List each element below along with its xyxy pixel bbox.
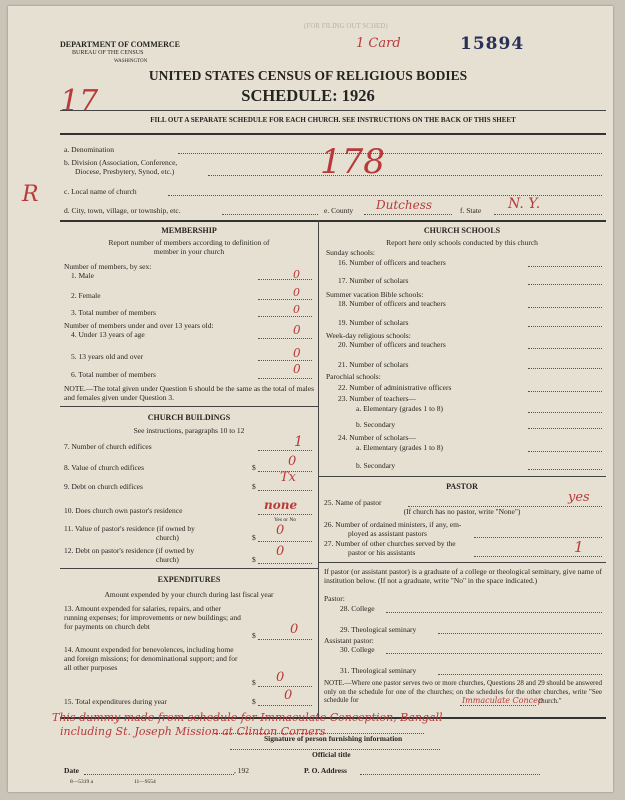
expenditures-sub: Amount expended by your church during last fiscal year — [104, 590, 274, 599]
section-rule — [60, 220, 606, 222]
pastor-note-end: church." — [538, 697, 562, 705]
buildings-sub: See instructions, paragraphs 10 to 12 — [133, 426, 245, 435]
q4-field[interactable] — [258, 338, 312, 339]
q8-dollar: $ — [252, 463, 256, 472]
header-rule — [60, 110, 606, 111]
q27-label-2: pastor or his assistants — [348, 548, 416, 557]
q21-label: 21. Number of scholars — [338, 360, 409, 369]
q6-label: 6. Total number of members — [71, 370, 156, 379]
division-label-2: Diocese, Presbytery, Synod, etc.) — [75, 167, 175, 176]
q4-label: 4. Under 13 years of age — [71, 330, 145, 339]
q25-label: 25. Name of pastor — [324, 498, 382, 507]
denomination-label: a. Denomination — [64, 145, 114, 154]
instruction-rule — [60, 133, 606, 135]
schools-sub: Report here only schools conducted by this church — [386, 238, 538, 247]
parochial-label: Parochial schools: — [326, 372, 381, 381]
q26-label: 26. Number of ordained ministers, if any, em- — [324, 520, 462, 529]
q20-field[interactable] — [528, 348, 602, 349]
q31-field[interactable] — [438, 674, 602, 675]
q2-value: 0 — [293, 286, 300, 299]
q23b-label: b. Secondary — [356, 420, 396, 429]
q28-field[interactable] — [386, 612, 602, 613]
q15-dollar: $ — [252, 697, 256, 706]
q12-label-2: church) — [156, 555, 179, 564]
po-address-field[interactable] — [360, 774, 540, 775]
q27-value: 1 — [574, 538, 584, 556]
q24a-field[interactable] — [528, 451, 602, 452]
bureau-label: BUREAU OF THE CENSUS — [72, 50, 144, 56]
handwritten-county: Dutchess — [376, 198, 433, 212]
q15-value: 0 — [284, 688, 293, 703]
q23b-field[interactable] — [528, 428, 602, 429]
assistant-sublabel: Assistant pastor: — [324, 636, 374, 645]
buildings-heading: CHURCH BUILDINGS — [147, 413, 231, 422]
membership-sub-2: member in your church — [153, 247, 225, 256]
schedule-title: SCHEDULE: 1926 — [241, 86, 375, 105]
summer-label: Summer vacation Bible schools: — [326, 290, 424, 299]
q25-value: yes — [568, 490, 590, 505]
card-note: 1 Card — [356, 36, 401, 51]
margin-number: 17 — [60, 84, 99, 119]
q13-value: 0 — [290, 622, 299, 637]
state-label: f. State — [460, 206, 482, 215]
sunday-label: Sunday schools: — [326, 248, 375, 257]
column-divider — [318, 220, 319, 717]
q20-label: 20. Number of officers and teachers — [338, 340, 446, 349]
city-town-field[interactable] — [222, 214, 318, 215]
q27-label: 27. Number of other churches served by the — [324, 539, 456, 548]
city-town-label: d. City, town, village, or township, etc. — [64, 206, 181, 215]
membership-rule — [60, 406, 318, 407]
q15-field[interactable] — [258, 705, 312, 706]
division-field[interactable] — [208, 175, 602, 176]
local-name-label: c. Local name of church — [64, 187, 137, 196]
date-field[interactable] — [84, 774, 234, 775]
state-field[interactable] — [494, 214, 602, 215]
buildings-rule — [60, 568, 318, 569]
q3-field[interactable] — [258, 316, 312, 317]
q5-label: 5. 13 years old and over — [71, 352, 144, 361]
faded-top-text: (FOR FILING OUT SCHED) — [304, 22, 388, 30]
q14-label: 14. Amount expended for benevolences, including home and foreign missions; for denominational support; and for all other purposes — [64, 645, 238, 672]
q29-label: 29. Theological seminary — [340, 625, 417, 634]
margin-letter: R — [22, 182, 39, 207]
q13-label: 13. Amount expended for salaries, repairs, and other running expenses; for improvements or new buildings; and for payments on church debt — [64, 604, 241, 631]
q24-label: 24. Number of scholars— — [338, 433, 416, 442]
q22-label: 22. Number of administrative officers — [338, 383, 452, 392]
division-label: b. Division (Association, Conference, — [64, 158, 178, 167]
q4-value: 0 — [293, 323, 301, 337]
q12-value: 0 — [276, 544, 285, 559]
form-number: 8—5319 a — [70, 779, 94, 785]
q11-field[interactable] — [258, 541, 312, 542]
q5-value: 0 — [293, 346, 301, 360]
q16-field[interactable] — [528, 266, 602, 267]
q9-dollar: $ — [252, 482, 256, 491]
date-label: Date — [64, 766, 79, 775]
q26-label-2: ployed as assistant pastors — [348, 529, 427, 538]
q12-label: 12. Debt on pastor's residence (if owned by — [64, 546, 195, 555]
see-schedule-field[interactable] — [460, 705, 536, 706]
instruction-line: FILL OUT A SEPARATE SCHEDULE FOR EACH CHURCH. SEE INSTRUCTIONS ON THE BACK OF THIS SHEET — [150, 116, 516, 124]
q25-note: (If church has no pastor, write "None") — [403, 507, 521, 516]
year-label: , 192 — [234, 766, 249, 775]
q23-label: 23. Number of teachers— — [338, 394, 416, 403]
q19-label: 19. Number of scholars — [338, 318, 409, 327]
q2-label: 2. Female — [71, 291, 101, 300]
q13-field[interactable] — [258, 639, 312, 640]
q12-dollar: $ — [252, 555, 256, 564]
pastor-rule — [318, 562, 606, 563]
q14-value: 0 — [276, 670, 285, 685]
county-label: e. County — [324, 206, 354, 215]
q7-value: 1 — [294, 434, 303, 450]
see-schedule-value: Immaculate Concep — [462, 696, 543, 705]
q22-field[interactable] — [528, 391, 602, 392]
under-over-label: Number of members under and over 13 years old: — [64, 321, 214, 330]
q1-field[interactable] — [258, 279, 312, 280]
q11-label-2: church) — [156, 533, 179, 542]
q24b-label: b. Secondary — [356, 461, 396, 470]
membership-note: NOTE.—The total given under Question 6 should be the same as the total of males and females given under Question 3. — [64, 384, 314, 402]
q11-dollar: $ — [252, 533, 256, 542]
q3-label: 3. Total number of members — [71, 308, 156, 317]
q30-field[interactable] — [386, 653, 602, 654]
q27-field[interactable] — [474, 556, 602, 557]
q1-label: 1. Male — [71, 271, 94, 280]
department-label: DEPARTMENT OF COMMERCE — [60, 40, 181, 49]
county-field[interactable] — [364, 214, 452, 215]
q14-dollar: $ — [252, 678, 256, 687]
q8-value: 0 — [288, 454, 297, 469]
city-label: WASHINGTON — [114, 59, 148, 64]
pastor-note: NOTE.—Where one pastor serves two or more churches, Questions 28 and 29 should be answered only on the schedule for one of the churches; on the schedules for the other churches, write "See schedule for — [324, 679, 602, 704]
q7-field[interactable] — [258, 450, 312, 451]
schools-heading: CHURCH SCHOOLS — [423, 226, 501, 235]
q21-field[interactable] — [528, 368, 602, 369]
by-sex-label: Number of members, by sex: — [64, 262, 152, 271]
pastor-sublabel: Pastor: — [324, 594, 345, 603]
q5-field[interactable] — [258, 360, 312, 361]
q10-value: none — [264, 498, 298, 512]
q24a-label: a. Elementary (grades 1 to 8) — [356, 443, 444, 452]
weekday-label: Week-day religious schools: — [326, 331, 411, 340]
denomination-field[interactable] — [178, 153, 602, 154]
yes-no-hint: Yes or No — [274, 517, 297, 523]
schools-rule — [318, 476, 606, 477]
q8-label: 8. Value of church edifices — [64, 463, 145, 472]
q15-label: 15. Total expenditures during year — [64, 697, 167, 706]
expenditures-heading: EXPENDITURES — [157, 575, 221, 584]
q1-value: 0 — [293, 268, 300, 281]
q6-field[interactable] — [258, 378, 312, 379]
q24b-field[interactable] — [528, 469, 602, 470]
q17-field[interactable] — [528, 284, 602, 285]
q2-field[interactable] — [258, 299, 312, 300]
q3-value: 0 — [293, 303, 300, 316]
q11-label: 11. Value of pastor's residence (if owned by — [64, 524, 195, 533]
handwritten-note-2: including St. Joseph Mission at Clinton Corners — [60, 725, 326, 738]
po-address-label: P. O. Address — [304, 766, 347, 775]
q9-value: Tx — [280, 470, 297, 485]
q28-label: 28. College — [340, 604, 375, 613]
q18-label: 18. Number of officers and teachers — [338, 299, 446, 308]
membership-sub-1: Report number of members according to definition of — [108, 238, 270, 247]
q16-label: 16. Number of officers and teachers — [338, 258, 446, 267]
form-title: UNITED STATES CENSUS OF RELIGIOUS BODIES — [148, 68, 468, 83]
q31-label: 31. Theological seminary — [340, 666, 417, 675]
membership-heading: MEMBERSHIP — [161, 226, 217, 235]
q10-field[interactable] — [258, 514, 312, 515]
q19-field[interactable] — [528, 326, 602, 327]
q13-dollar: $ — [252, 631, 256, 640]
q29-field[interactable] — [438, 633, 602, 634]
census-schedule-sheet — [8, 6, 613, 792]
q12-field[interactable] — [258, 563, 312, 564]
q14-field[interactable] — [258, 686, 312, 687]
graduate-note: If pastor (or assistant pastor) is a graduate of a college or theological seminary, give name of institution below. (If not a graduate, write "No" in the space indicated.) — [324, 567, 602, 585]
q17-label: 17. Number of scholars — [338, 276, 409, 285]
q23a-field[interactable] — [528, 412, 602, 413]
official-title-label: Official title — [312, 750, 351, 759]
handwritten-number: 178 — [320, 142, 385, 182]
q9-label: 9. Debt on church edifices — [64, 482, 143, 491]
q23a-label: a. Elementary (grades 1 to 8) — [356, 404, 444, 413]
q18-field[interactable] — [528, 307, 602, 308]
handwritten-note-1: This dummy made from schedule for Immaculate Conception, Bangall — [52, 711, 443, 724]
q6-value: 0 — [293, 362, 301, 376]
q10-label: 10. Does church own pastor's residence — [64, 506, 183, 515]
handwritten-state: N. Y. — [508, 196, 541, 212]
q9-field[interactable] — [258, 490, 312, 491]
q30-label: 30. College — [340, 645, 375, 654]
serial-number: 15894 — [460, 34, 525, 54]
print-number: 11—9554 — [134, 779, 156, 785]
q11-value: 0 — [276, 523, 285, 538]
q7-label: 7. Number of church edifices — [64, 442, 152, 451]
signature-label: Signature of person furnishing information — [264, 734, 403, 743]
pastor-heading: PASTOR — [446, 482, 478, 491]
